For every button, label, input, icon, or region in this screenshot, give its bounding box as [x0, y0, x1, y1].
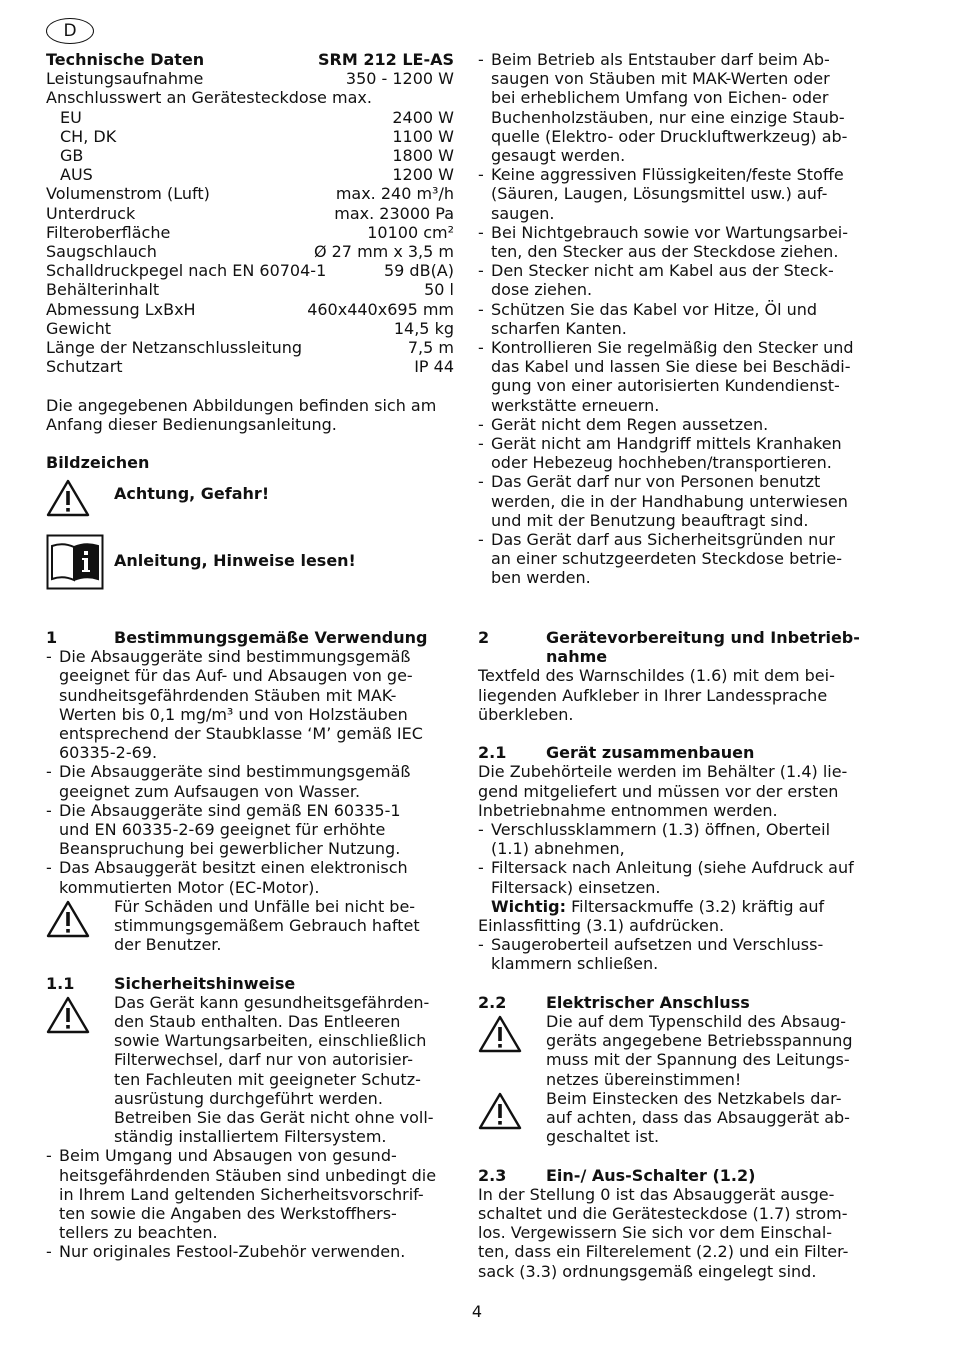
tech-data-value: 50 l — [424, 280, 454, 300]
tech-data-row — [46, 108, 454, 127]
text-line: Werten bis 0,1 mg/m³ und von Holzstäuben — [59, 704, 408, 724]
text-line: gesaugt werden. — [491, 146, 626, 166]
list-item: - Den Stecker nicht am Kabel aus der Steck- dose ziehen. — [478, 261, 886, 299]
tech-data-label: Leistungsaufnahme — [46, 69, 204, 89]
section-1 — [46, 628, 454, 1262]
text-line: Beim Betrieb als Entstauber darf beim Ab- — [491, 50, 830, 69]
safety-list — [478, 50, 886, 588]
text-line: Kontrollieren Sie regelmäßig den Stecker und — [491, 338, 854, 358]
tech-data-value: 460x440x695 mm — [307, 299, 454, 319]
tech-data-value: 7,5 m — [407, 338, 454, 358]
tech-data-label: Volumenstrom (Luft) — [46, 184, 210, 204]
text-line: muss mit der Spannung des Leitungs- — [546, 1050, 850, 1070]
tech-data-header — [46, 50, 454, 69]
text-line: Gerät nicht dem Regen aussetzen. — [491, 414, 769, 434]
section-2-1-heading: 2.1 Gerät zusammenbauen — [478, 743, 755, 763]
tech-data-row — [46, 204, 454, 223]
tech-data-row — [46, 184, 454, 203]
symbols-title: Bildzeichen — [46, 453, 150, 473]
model-name: SRM 212 LE-AS — [318, 50, 454, 69]
text-line: saugen. — [491, 203, 555, 223]
text-line: Die Absauggeräte sind bestimmungsgemäß — [59, 647, 411, 667]
text-line: ausrüstung durchgeführt werden. — [114, 1088, 383, 1108]
tech-data-table — [46, 69, 454, 376]
section-2-heading: 2 Gerätevorbereitung und Inbetrieb- nahme — [478, 628, 860, 667]
text-line: netzes übereinstimmen! — [546, 1069, 742, 1089]
section-2-2-warning-1-text — [546, 1012, 853, 1089]
section-1-1-list — [46, 1146, 454, 1261]
tech-data-value: 1200 W — [392, 165, 454, 185]
text-line: oder Hebezeug hochheben/transportieren. — [491, 453, 832, 473]
section-2-3-text — [478, 1185, 886, 1281]
tech-data-label: Länge der Netzanschlussleitung — [46, 338, 303, 358]
text-line: Keine aggressiven Flüssigkeiten/feste Stoffe — [491, 165, 844, 185]
tech-data-row — [46, 319, 454, 338]
text-line: Die Zubehörteile werden im Behälter (1.4) lie- — [478, 762, 848, 782]
list-item: - Filtersack nach Anleitung (siehe Aufdruck auf Filtersack) einsetzen. Wichtig: Filtersackmuffe (3.2) kräftig auf Einlassfitting (3.1) aufdrücken. — [478, 858, 854, 936]
tech-data-label: Saugschlauch — [46, 242, 157, 262]
list-item: - Gerät nicht am Handgriff mittels Kranhaken oder Hebezeug hochheben/transportieren. — [478, 434, 886, 472]
tech-data-label: Unterdruck — [46, 203, 136, 223]
tech-data-value: 1100 W — [392, 126, 454, 146]
tech-data-value: 2400 W — [392, 107, 454, 127]
text-line: Das Gerät darf nur von Personen benutzt — [491, 472, 821, 492]
tech-data-value: max. 23000 Pa — [334, 203, 454, 223]
list-item: - Das Gerät darf aus Sicherheitsgründen nur an einer schutzgeerdeten Steckdose betrie- ben werden. — [478, 530, 886, 588]
text-line: Schützen Sie das Kabel vor Hitze, Öl und — [491, 299, 818, 319]
symbol-manual-label: Anleitung, Hinweise lesen! — [114, 551, 356, 571]
tech-data-row — [46, 280, 454, 299]
text-line: der Benutzer. — [114, 935, 222, 955]
text-line: das Kabel und lassen Sie diese bei Beschädi- — [491, 357, 851, 377]
text-line: entsprechend der Staubklasse ‘M’ gemäß IEC — [59, 724, 423, 744]
tech-data-title: Technische Daten — [46, 50, 205, 69]
tech-data-label: GB — [60, 146, 84, 166]
section-1-list — [46, 647, 454, 897]
section-1-1-heading: 1.1 Sicherheitshinweise — [46, 973, 296, 993]
text-line: 60335-2-69. — [59, 743, 158, 763]
read-manual-icon — [46, 534, 114, 590]
tech-data-value: 59 dB(A) — [383, 261, 454, 281]
tech-data-value: 350 - 1200 W — [345, 69, 454, 89]
important-label: Wichtig: — [491, 896, 566, 916]
text-line: tellers zu beachten. — [59, 1223, 218, 1243]
tech-data-value: 1800 W — [392, 146, 454, 166]
tech-data-row — [46, 127, 454, 146]
section-2-3-heading: 2.3 Ein-/ Aus-Schalter (1.2) — [478, 1165, 756, 1185]
text-line: geeignet für das Auf- und Absaugen von ge- — [59, 666, 413, 686]
text-line: und mit der Benutzung beauftragt sind. — [491, 510, 809, 530]
section-2-2-warning-1 — [478, 1012, 886, 1089]
text-line: Inbetriebnahme entnommen werden. — [478, 800, 778, 820]
text-line: sack (3.3) ordnungsgemäß eingelegt sind. — [478, 1261, 817, 1281]
text-line: Das Absauggerät besitzt einen elektronisch — [59, 858, 408, 878]
tech-data-label: CH, DK — [60, 126, 117, 146]
text-line: werden, die in der Handhabung unterwiesen — [491, 491, 848, 511]
text-line: werkstätte erneuern. — [491, 395, 660, 415]
list-item: - Die Absauggeräte sind bestimmungsgemäß geeignet zum Aufsaugen von Wasser. — [46, 762, 454, 800]
list-item: - Gerät nicht dem Regen aussetzen. — [478, 415, 886, 434]
section-1-heading: 1 Bestimmungsgemäße Verwendung — [46, 628, 428, 647]
section-1-warning — [46, 897, 454, 955]
figures-note: Die angegebenen Abbildungen befinden sich am Anfang dieser Bedienungsanleitung. — [46, 395, 437, 434]
text-line: bei erheblichem Umfang von Eichen- oder — [491, 88, 829, 108]
text-line: sowie Wartungsarbeiten, einschließlich — [114, 1031, 427, 1051]
text-line: ten, den Stecker aus der Steckdose ziehen. — [491, 242, 839, 262]
list-item: - Kontrollieren Sie regelmäßig den Stecker und das Kabel und lassen Sie diese bei Beschädi- gung von einer autorisierten Kundendienst- werkstätte erneuern. — [478, 338, 886, 415]
section-1-1-warning — [46, 993, 454, 1147]
symbol-warning-label: Achtung, Gefahr! — [114, 484, 270, 504]
tech-data-label: Schutzart — [46, 357, 123, 377]
text-line: Beim Einstecken des Netzkabels dar- — [546, 1088, 842, 1108]
warning-triangle-icon — [478, 1089, 546, 1131]
text-line: Bei Nichtgebrauch sowie vor Wartungsarbei- — [491, 222, 849, 242]
text-line: Nur originales Festool-Zubehör verwenden. — [59, 1242, 406, 1262]
tech-data-value: Ø 27 mm x 3,5 m — [313, 242, 454, 262]
tech-data-value: IP 44 — [414, 357, 454, 377]
text-line: Die Absauggeräte sind gemäß EN 60335-1 — [59, 800, 401, 820]
list-item: - Das Gerät darf nur von Personen benutzt werden, die in der Handhabung unterwiesen und mit der Benutzung beauftragt sind. — [478, 472, 886, 530]
text-line: gend mitgeliefert und müssen vor der ersten — [478, 781, 839, 801]
tech-data-label: EU — [60, 107, 82, 127]
tech-data-value: 10100 cm² — [367, 222, 454, 242]
text-line: Den Stecker nicht am Kabel aus der Steck- — [491, 261, 834, 281]
tech-data-label: Filteroberfläche — [46, 222, 171, 242]
text-line: ten, dass ein Filterelement (2.2) und ein Filter- — [478, 1242, 849, 1262]
text-line: den Staub enthalten. Das Entleeren — [114, 1012, 401, 1032]
text-line: quelle (Elektro- oder Druckluftwerkzeug) ab- — [491, 126, 848, 146]
text-line: geräts angegebene Betriebsspannung — [546, 1031, 853, 1051]
list-item: - Beim Betrieb als Entstauber darf beim Ab- saugen von Stäuben mit MAK-Werten oder bei erheblichem Umfang von Eichen- oder Buchenholzstäuben, nur eine einzige Staub- quelle (Elektro- oder Druckluftwerkzeug) ab- gesaugt werden. — [478, 50, 886, 165]
text-line: scharfen Kanten. — [491, 318, 627, 338]
tech-data-row — [46, 165, 454, 184]
warning-triangle-icon — [478, 1012, 546, 1054]
tech-data-row — [46, 242, 454, 261]
text-line: (Säuren, Laugen, Lösungsmittel usw.) auf- — [491, 184, 828, 204]
tech-data-label: Anschlusswert an Gerätesteckdose max. — [46, 88, 372, 108]
tech-data-label: Abmessung LxBxH — [46, 299, 196, 319]
tech-data-row — [46, 300, 454, 319]
text-line: Die Absauggeräte sind bestimmungsgemäß — [59, 762, 411, 782]
list-item: - Nur originales Festool-Zubehör verwenden. — [46, 1242, 454, 1261]
list-item: - Schützen Sie das Kabel vor Hitze, Öl und scharfen Kanten. — [478, 300, 886, 338]
list-item: - Bei Nichtgebrauch sowie vor Wartungsarbei- ten, den Stecker aus der Steckdose ziehen. — [478, 223, 886, 261]
text-line: heitsgefährdenden Stäuben sind unbedingt die — [59, 1165, 437, 1185]
text-line: Beanspruchung bei gewerblicher Nutzung. — [59, 839, 401, 859]
section-1-warning-text — [114, 897, 420, 955]
list-item: - Saugeroberteil aufsetzen und Verschluss- klammern schließen. — [478, 935, 824, 974]
left-column — [46, 50, 454, 1262]
warning-triangle-icon — [46, 993, 114, 1035]
section-2-2-warning-2-text — [546, 1089, 850, 1147]
text-line: Für Schäden und Unfälle bei nicht be- — [114, 896, 416, 916]
text-line: Beim Umgang und Absaugen von gesund- — [59, 1146, 397, 1166]
text-line: überkleben. — [478, 704, 574, 724]
tech-data-label: Schalldruckpegel nach EN 60704-1 — [46, 261, 327, 281]
text-line: schaltet und die Gerätesteckdose (1.7) strom- — [478, 1204, 848, 1224]
right-column — [478, 50, 886, 1281]
list-item: - Die Absauggeräte sind gemäß EN 60335-1 und EN 60335-2-69 geeignet für erhöhte Beanspruchung bei gewerblicher Nutzung. — [46, 801, 454, 859]
tech-data-label: Behälterinhalt — [46, 280, 160, 300]
tech-data-row — [46, 223, 454, 242]
text-line: dose ziehen. — [491, 280, 593, 300]
tech-data-row — [46, 146, 454, 165]
language-badge: D — [46, 18, 94, 44]
tech-data-row — [46, 357, 454, 376]
text-line: stimmungsgemäßem Gebrauch haftet — [114, 916, 420, 936]
list-item: - Beim Umgang und Absaugen von gesund- heitsgefährdenden Stäuben sind unbedingt die in Ihrem Land geltenden Sicherheitsvorschrif- ten sowie die Angaben des Werkstoffhers- tellers zu beachten. — [46, 1146, 454, 1242]
section-2-2-heading: 2.2 Elektrischer Anschluss — [478, 992, 750, 1012]
section-2-1-text — [478, 762, 886, 820]
text-line: geschaltet ist. — [546, 1127, 660, 1147]
tech-data-label: AUS — [60, 165, 93, 185]
text-line: Filterwechsel, darf nur von autorisier- — [114, 1050, 413, 1070]
text-line: Betreiben Sie das Gerät nicht ohne voll- — [114, 1108, 434, 1128]
section-1-1-warning-text — [114, 993, 454, 1147]
list-item: - Das Absauggerät besitzt einen elektronisch kommutierten Motor (EC-Motor). — [46, 858, 454, 896]
symbol-warning-row — [46, 478, 454, 522]
text-line: los. Vergewissern Sie sich vor dem Einschal- — [478, 1223, 833, 1243]
tech-data-row — [46, 69, 454, 88]
text-line: liegenden Aufkleber in Ihrer Landessprache — [478, 685, 828, 705]
text-line: sundheitsgefährdenden Stäuben mit MAK- — [59, 685, 397, 705]
text-line: ten Fachleuten mit geeigneter Schutz- — [114, 1069, 421, 1089]
text-line: ständig installiertem Filtersystem. — [114, 1127, 387, 1147]
section-2-text — [478, 666, 886, 724]
warning-triangle-icon — [46, 478, 114, 518]
text-line: In der Stellung 0 ist das Absauggerät ausge- — [478, 1184, 835, 1204]
text-line: Die auf dem Typenschild des Absaug- — [546, 1012, 847, 1032]
tech-data-row — [46, 261, 454, 280]
warning-triangle-icon — [46, 897, 114, 939]
text-line: saugen von Stäuben mit MAK-Werten oder — [491, 69, 830, 89]
text-line: Buchenholzstäuben, nur eine einzige Staub- — [491, 107, 845, 127]
text-line: gung von einer autorisierten Kundendienst- — [491, 376, 840, 396]
text-line: auf achten, dass das Absauggerät ab- — [546, 1108, 850, 1128]
text-line: an einer schutzgeerdeten Steckdose betrie- — [491, 549, 842, 569]
list-item: - Keine aggressiven Flüssigkeiten/feste Stoffe (Säuren, Laugen, Lösungsmittel usw.) auf- saugen. — [478, 165, 886, 223]
section-2 — [478, 628, 886, 1281]
text-line: Das Gerät darf aus Sicherheitsgründen nur — [491, 530, 835, 550]
list-item: - Verschlussklammern (1.3) öffnen, Oberteil (1.1) abnehmen, — [478, 820, 831, 859]
section-2-2-warning-2 — [478, 1089, 886, 1147]
text-line: Das Gerät kann gesundheitsgefährden- — [114, 992, 430, 1012]
tech-data-row — [46, 338, 454, 357]
text-line: Textfeld des Warnschildes (1.6) mit dem bei- — [478, 666, 835, 686]
symbol-manual-row — [46, 534, 454, 592]
tech-data-label: Gewicht — [46, 318, 111, 338]
tech-data-value: 14,5 kg — [393, 318, 454, 338]
text-line: ben werden. — [491, 568, 591, 588]
text-line: und EN 60335-2-69 geeignet für erhöhte — [59, 820, 386, 840]
tech-data-row — [46, 88, 454, 107]
text-line: kommutierten Motor (EC-Motor). — [59, 877, 320, 897]
page-number: 4 — [471, 1302, 483, 1321]
list-item: - Die Absauggeräte sind bestimmungsgemäß geeignet für das Auf- und Absaugen von ge- sundheitsgefährdenden Stäuben mit MAK- Werten bis 0,1 mg/m³ und von Holzstäuben entsprechend der Staubklasse ‘M’ gemäß IEC 60335-2-69. — [46, 647, 454, 762]
text-line: Gerät nicht am Handgriff mittels Kranhaken — [491, 434, 842, 454]
text-line: in Ihrem Land geltenden Sicherheitsvorschrif- — [59, 1184, 424, 1204]
text-line: geeignet zum Aufsaugen von Wasser. — [59, 781, 361, 801]
tech-data-value: max. 240 m³/h — [335, 184, 454, 204]
text-line: ten sowie die Angaben des Werkstoffhers- — [59, 1204, 397, 1224]
